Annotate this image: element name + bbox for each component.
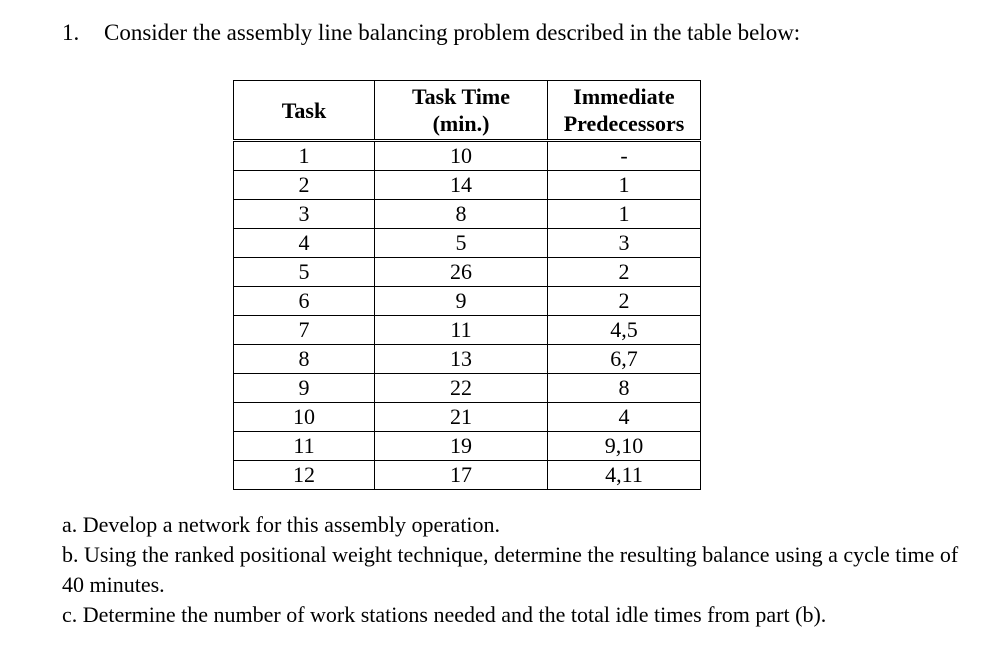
- task-cell: 1: [234, 141, 375, 171]
- table-row: [234, 345, 701, 374]
- predecessor-cell: 6,7: [548, 345, 701, 374]
- task-cell: 11: [234, 432, 375, 461]
- time-cell: 8: [375, 200, 548, 229]
- table-row: [234, 171, 701, 200]
- time-cell: 21: [375, 403, 548, 432]
- predecessor-cell: 2: [548, 287, 701, 316]
- time-cell: 5: [375, 229, 548, 258]
- predecessor-cell: 4: [548, 403, 701, 432]
- header-predecessors: [548, 81, 701, 141]
- task-cell: 2: [234, 171, 375, 200]
- task-table: [233, 80, 701, 490]
- predecessor-cell: 2: [548, 258, 701, 287]
- part-b: b. Using the ranked positional weight technique, determine the resulting balance using a cycle time of 40 minutes.: [62, 542, 959, 597]
- task-cell: 5: [234, 258, 375, 287]
- table-row: [234, 461, 701, 490]
- time-cell: 10: [375, 141, 548, 171]
- predecessor-cell: 1: [548, 171, 701, 200]
- predecessor-cell: 9,10: [548, 432, 701, 461]
- question-number: 1.: [62, 20, 80, 45]
- table-row: [234, 258, 701, 287]
- table-row: [234, 287, 701, 316]
- time-cell: 26: [375, 258, 548, 287]
- question-heading: [62, 18, 800, 48]
- task-cell: 8: [234, 345, 375, 374]
- task-cell: 9: [234, 374, 375, 403]
- table-row: [234, 316, 701, 345]
- predecessor-cell: 4,5: [548, 316, 701, 345]
- predecessor-cell: 3: [548, 229, 701, 258]
- predecessor-cell: 8: [548, 374, 701, 403]
- task-cell: 3: [234, 200, 375, 229]
- table-row: [234, 200, 701, 229]
- task-cell: 10: [234, 403, 375, 432]
- task-cell: 7: [234, 316, 375, 345]
- part-a: a. Develop a network for this assembly operation.: [62, 512, 501, 537]
- table-header-row: [234, 81, 701, 141]
- header-task-label: Task: [281, 97, 327, 123]
- predecessor-cell: -: [548, 141, 701, 171]
- task-cell: 12: [234, 461, 375, 490]
- time-cell: 14: [375, 171, 548, 200]
- header-task-time-line1: Task Time: [411, 84, 511, 109]
- task-cell: 6: [234, 287, 375, 316]
- header-predecessors-line1: Immediate: [573, 84, 675, 109]
- table-row: [234, 141, 701, 171]
- time-cell: 11: [375, 316, 548, 345]
- header-task: [234, 81, 375, 141]
- header-predecessors-line2: Predecessors: [563, 111, 685, 136]
- predecessor-cell: 4,11: [548, 461, 701, 490]
- question-text: Consider the assembly line balancing problem described in the table below:: [104, 20, 801, 45]
- header-task-time-line2: (min.): [432, 111, 490, 136]
- table-row: [234, 403, 701, 432]
- predecessor-cell: 1: [548, 200, 701, 229]
- time-cell: 13: [375, 345, 548, 374]
- table-row: [234, 432, 701, 461]
- part-c: c. Determine the number of work stations needed and the total idle times from part (b).: [62, 602, 827, 627]
- time-cell: 17: [375, 461, 548, 490]
- table-row: [234, 229, 701, 258]
- question-parts: [62, 510, 977, 630]
- time-cell: 19: [375, 432, 548, 461]
- time-cell: 9: [375, 287, 548, 316]
- task-cell: 4: [234, 229, 375, 258]
- time-cell: 22: [375, 374, 548, 403]
- header-task-time: [375, 81, 548, 141]
- table-row: [234, 374, 701, 403]
